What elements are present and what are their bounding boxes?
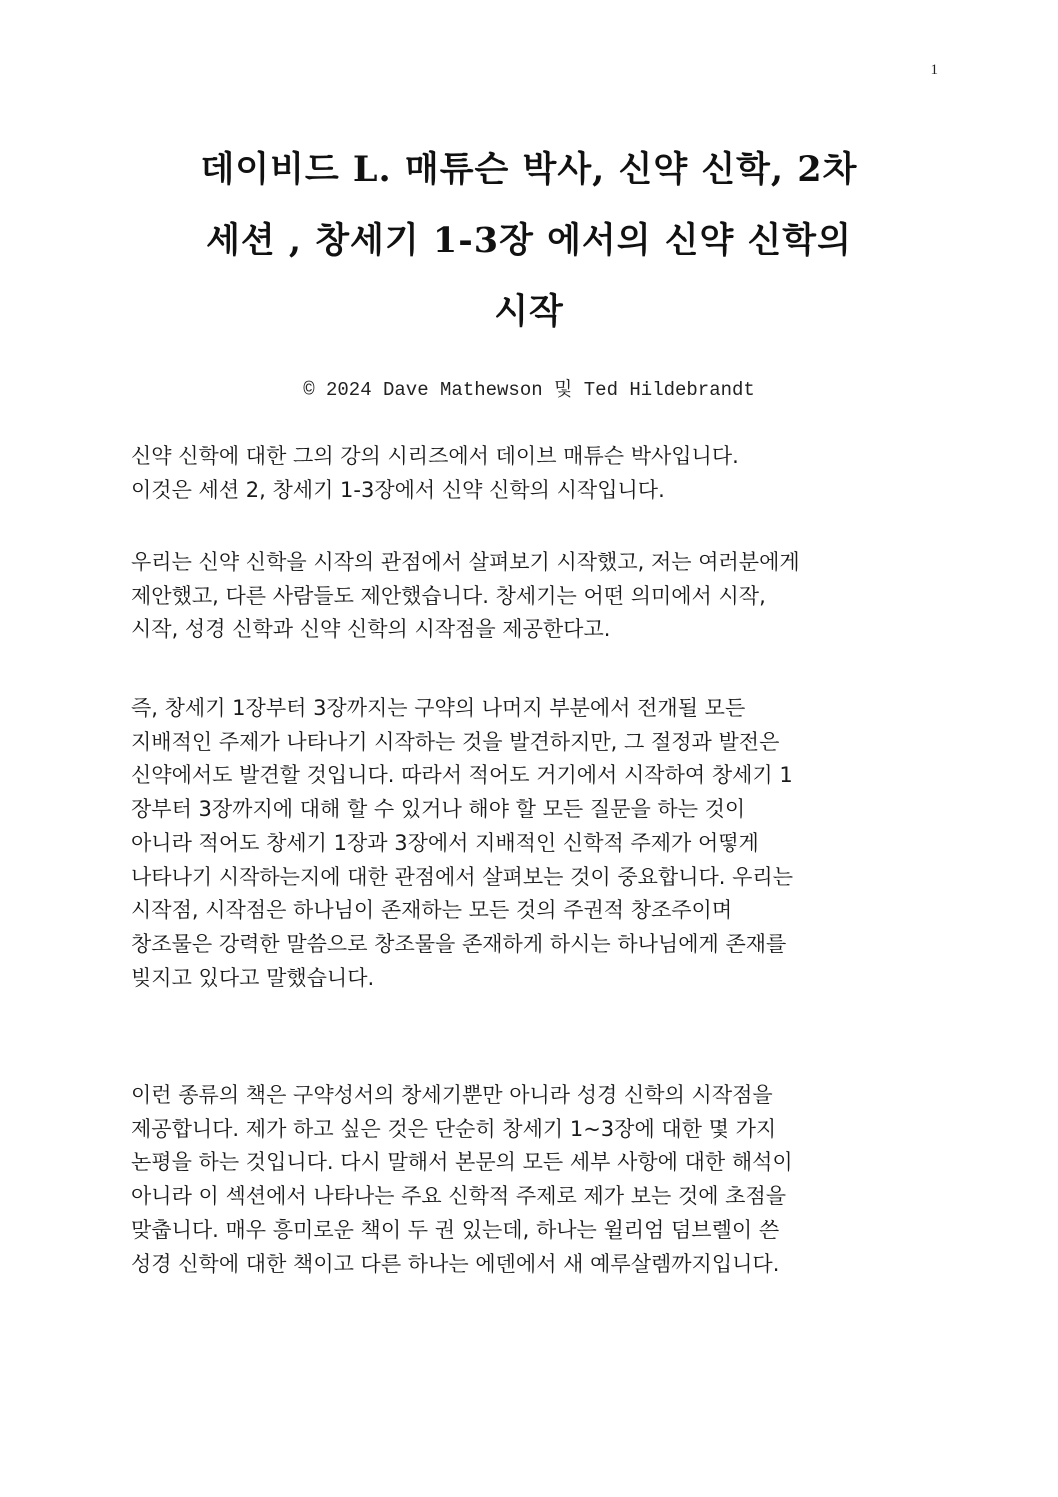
text-line: 제공합니다. 제가 하고 싶은 것은 단순히 창세기 1~3장에 대한 몇 가지	[131, 1116, 777, 1141]
text-line: 빚지고 있다고 말했습니다.	[131, 965, 375, 990]
text-line: 장부터 3장까지에 대해 할 수 있거나 해야 할 모든 질문을 하는 것이	[131, 797, 746, 822]
title-line: 시작	[494, 291, 564, 332]
copyright-notice: © 2024 Dave Mathewson 및 Ted Hildebrandt	[303, 379, 755, 401]
paragraph-2	[131, 546, 931, 647]
text-line: 제안했고, 다른 사람들도 제안했습니다. 창세기는 어떤 의미에서 시작,	[131, 583, 766, 608]
text-line: 이것은 세션 2, 창세기 1-3장에서 신약 신학의 시작입니다.	[131, 477, 665, 502]
text-line: 지배적인 주제가 나타나기 시작하는 것을 발견하지만, 그 절정과 발전은	[131, 729, 780, 754]
text-line: 나타나기 시작하는지에 대한 관점에서 살펴보는 것이 중요합니다. 우리는	[131, 864, 793, 889]
paragraph-4	[131, 1079, 931, 1281]
text-line: 맞춥니다. 매우 흥미로운 책이 두 권 있는데, 하나는 윌리엄 덤브렐이 쓴	[131, 1217, 780, 1242]
page-number: 1	[930, 62, 938, 78]
text-line: 아니라 이 섹션에서 나타나는 주요 신학적 주제로 제가 보는 것에 초점을	[131, 1184, 787, 1209]
title-line: 데이비드 L. 매튜슨 박사, 신약 신학, 2차	[200, 149, 858, 190]
text-line: 즉, 창세기 1장부터 3장까지는 구약의 나머지 부분에서 전개될 모든	[131, 696, 746, 720]
paragraph-3	[131, 692, 931, 995]
text-line: 시작, 성경 신학과 신약 신학의 시작점을 제공한다고.	[131, 617, 611, 642]
text-line: 이런 종류의 책은 구약성서의 창세기뿐만 아니라 성경 신학의 시작점을	[131, 1083, 773, 1107]
text-line: 아니라 적어도 창세기 1장과 3장에서 지배적인 신학적 주제가 어떻게	[131, 830, 759, 855]
text-line: 논평을 하는 것입니다. 다시 말해서 본문의 모든 세부 사항에 대한 해석이	[131, 1150, 793, 1175]
text-line: 신약 신학에 대한 그의 강의 시리즈에서 데이브 매튜슨 박사입니다.	[131, 444, 739, 468]
text-line: 우리는 신약 신학을 시작의 관점에서 살펴보기 시작했고, 저는 여러분에게	[131, 550, 800, 574]
paragraph-intro	[131, 440, 931, 507]
text-line: 신약에서도 발견할 것입니다. 따라서 적어도 거기에서 시작하여 창세기 1	[131, 763, 793, 788]
title-line: 세션 , 창세기 1-3장 에서의 신약 신학의	[206, 220, 852, 261]
text-line: 성경 신학에 대한 책이고 다른 하나는 에덴에서 새 예루살렘까지입니다.	[131, 1251, 780, 1276]
text-line: 창조물은 강력한 말씀으로 창조물을 존재하게 하시는 하나님에게 존재를	[131, 931, 787, 956]
text-line: 시작점, 시작점은 하나님이 존재하는 모든 것의 주권적 창조주이며	[131, 898, 733, 923]
document-title	[110, 134, 948, 347]
